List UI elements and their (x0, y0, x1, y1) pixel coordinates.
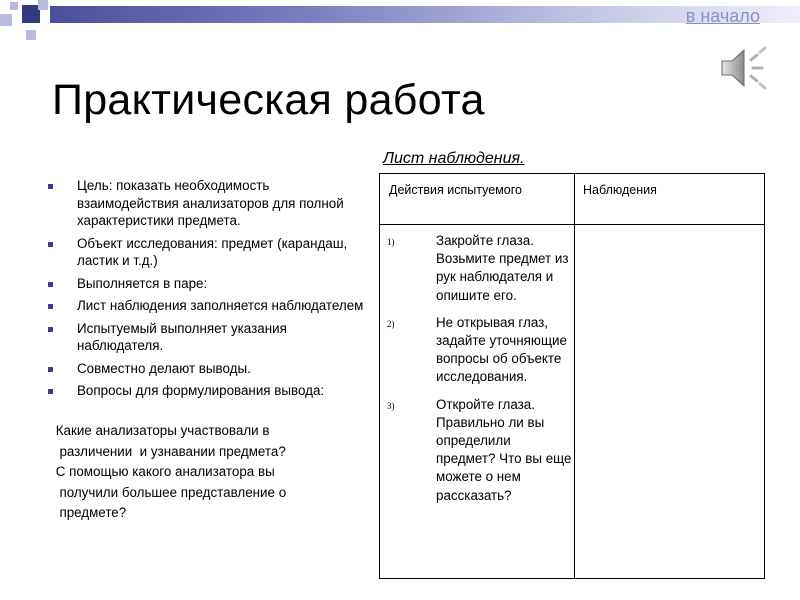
conclusion-questions (52, 421, 382, 524)
list-item: Лист наблюдения заполняется наблюдателем (48, 297, 373, 315)
list-item: Выполняется в паре: (48, 275, 373, 293)
step-number: 1) (387, 237, 395, 247)
list-item: Испытуемый выполняет указания наблюдателя. (48, 320, 373, 355)
list-item: Вопросы для формулирования вывода: (48, 382, 373, 400)
question-line: Какие анализаторы участвовали в (52, 423, 270, 438)
observation-table (379, 173, 765, 579)
column-header-actions: Действия испытуемого (389, 183, 522, 197)
decor-square (26, 30, 36, 40)
question-line: получили большее представление о (52, 484, 287, 500)
decor-square (38, 0, 48, 10)
action-step (387, 232, 572, 305)
list-item: Совместно делают выводы. (48, 360, 373, 378)
question-line: предмете? (52, 505, 127, 520)
question-line: С помощью какого анализатора вы (52, 464, 275, 479)
home-link[interactable]: в начало (685, 6, 760, 26)
actions-list (387, 232, 572, 514)
action-step (387, 314, 572, 387)
observation-sheet-title: Лист наблюдения. (383, 150, 525, 167)
step-text: Закройте глаза. Возьмите предмет из рук наблюдателя и опишите его. (436, 233, 569, 303)
bullet-list (48, 177, 373, 405)
speaker-sound-icon[interactable] (716, 44, 776, 92)
header-divider (380, 224, 764, 225)
step-number: 3) (387, 400, 395, 411)
step-text: Не открывая глаз, задайте уточняющие вопросы об объекте исследования. (436, 314, 567, 385)
list-item: Объект исследования: предмет (карандаш, ластик и т.д.) (48, 235, 373, 270)
step-text: Откройте глаза. Правильно ли вы определили предмет? Что вы еще можете о нем рассказать? (436, 396, 572, 503)
decor-square (0, 14, 12, 26)
column-divider (574, 174, 575, 578)
question-line: различении и узнавании предмета? (52, 443, 286, 459)
decor-square (10, 2, 18, 10)
column-header-observations: Наблюдения (583, 183, 657, 197)
action-step (387, 396, 572, 505)
step-number: 2) (387, 318, 395, 329)
list-item: Цель: показать необходимость взаимодействия анализаторов для полной характеристики предмета. (48, 177, 373, 230)
page-title: Практическая работа (52, 76, 485, 124)
